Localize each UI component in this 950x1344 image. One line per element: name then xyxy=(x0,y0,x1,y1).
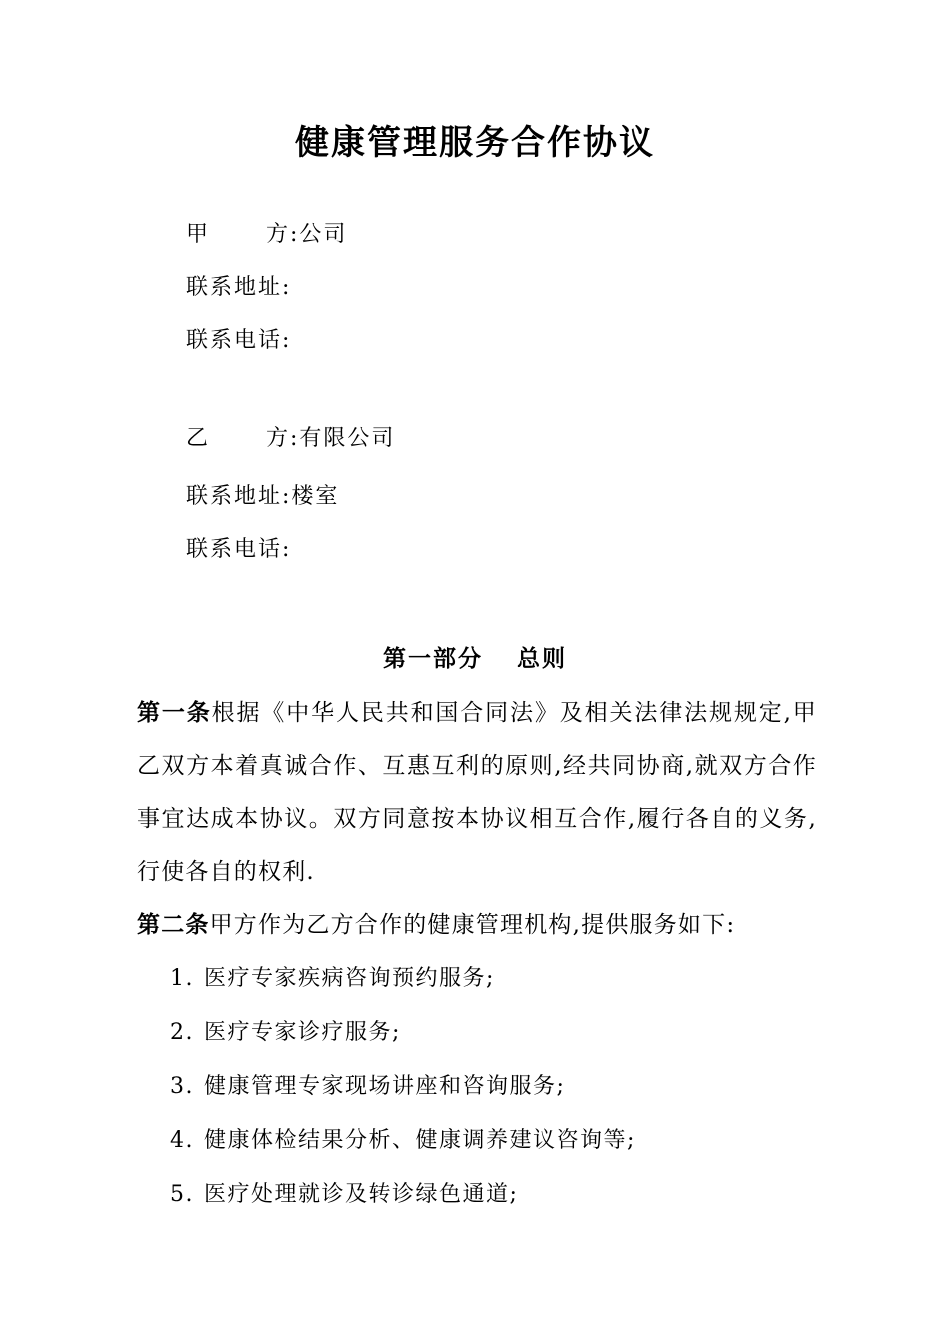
party-b-address-label: 联系地址: xyxy=(186,484,292,509)
article-1-label: 第一条 xyxy=(137,699,212,726)
list-item-text: 健康体检结果分析、健康调养建议咨询等; xyxy=(204,1128,636,1153)
party-a-address-line xyxy=(186,272,291,304)
list-item xyxy=(170,1178,518,1212)
list-item-number: 2. xyxy=(170,1020,194,1045)
list-item xyxy=(170,1070,565,1104)
party-b-phone-label: 联系电话: xyxy=(186,537,292,562)
party-b-phone-line xyxy=(186,534,291,566)
party-a-phone-label: 联系电话: xyxy=(186,328,292,353)
list-item xyxy=(170,1124,636,1158)
party-b-name: 有限公司 xyxy=(299,426,396,451)
party-a-label-char2: 方 xyxy=(265,222,290,247)
party-b-address-line xyxy=(186,481,339,513)
article-1 xyxy=(137,686,817,899)
list-item-text: 医疗处理就诊及转诊绿色通道; xyxy=(204,1182,519,1207)
party-a-name: 公司 xyxy=(299,222,348,247)
list-item-text: 健康管理专家现场讲座和咨询服务; xyxy=(204,1074,566,1099)
party-a-address-label: 联系地址: xyxy=(186,275,292,300)
party-a-label-char1: 甲 xyxy=(186,222,211,247)
party-b-address-value: 楼室 xyxy=(291,484,340,509)
section-name: 总则 xyxy=(517,645,567,672)
article-1-text: 根据《中华人民共和国合同法》及相关法律法规规定,甲乙双方本着真诚合作、互惠互利的原则,经共同协商,就双方合作事宜达成本协议。双方同意按本协议相互合作,履行各自的义务,行使各自的权利. xyxy=(137,700,817,885)
party-a-colon: : xyxy=(290,222,300,247)
section-heading xyxy=(0,642,950,676)
list-item xyxy=(170,962,495,996)
party-b-label xyxy=(186,423,290,455)
list-item-text: 医疗专家疾病咨询预约服务; xyxy=(204,966,495,991)
list-item-number: 3. xyxy=(170,1074,194,1099)
list-item xyxy=(170,1016,401,1050)
article-2 xyxy=(137,898,817,952)
document-title: 健康管理服务合作协议 xyxy=(295,123,655,163)
party-b-label-char1: 乙 xyxy=(186,426,211,451)
list-item-number: 1. xyxy=(170,966,194,991)
list-item-number: 4. xyxy=(170,1128,194,1153)
section-part: 第一部分 xyxy=(383,645,483,672)
list-item-number: 5. xyxy=(170,1182,194,1207)
article-2-label: 第二条 xyxy=(137,911,210,938)
list-item-text: 医疗专家诊疗服务; xyxy=(204,1020,401,1045)
party-b-line xyxy=(186,423,395,455)
party-b-colon: : xyxy=(290,426,300,451)
party-a-label xyxy=(186,219,290,251)
party-a-phone-line xyxy=(186,325,291,357)
party-b-label-char2: 方 xyxy=(265,426,290,451)
article-2-text: 甲方作为乙方合作的健康管理机构,提供服务如下: xyxy=(209,912,736,938)
party-a-line xyxy=(186,219,347,251)
